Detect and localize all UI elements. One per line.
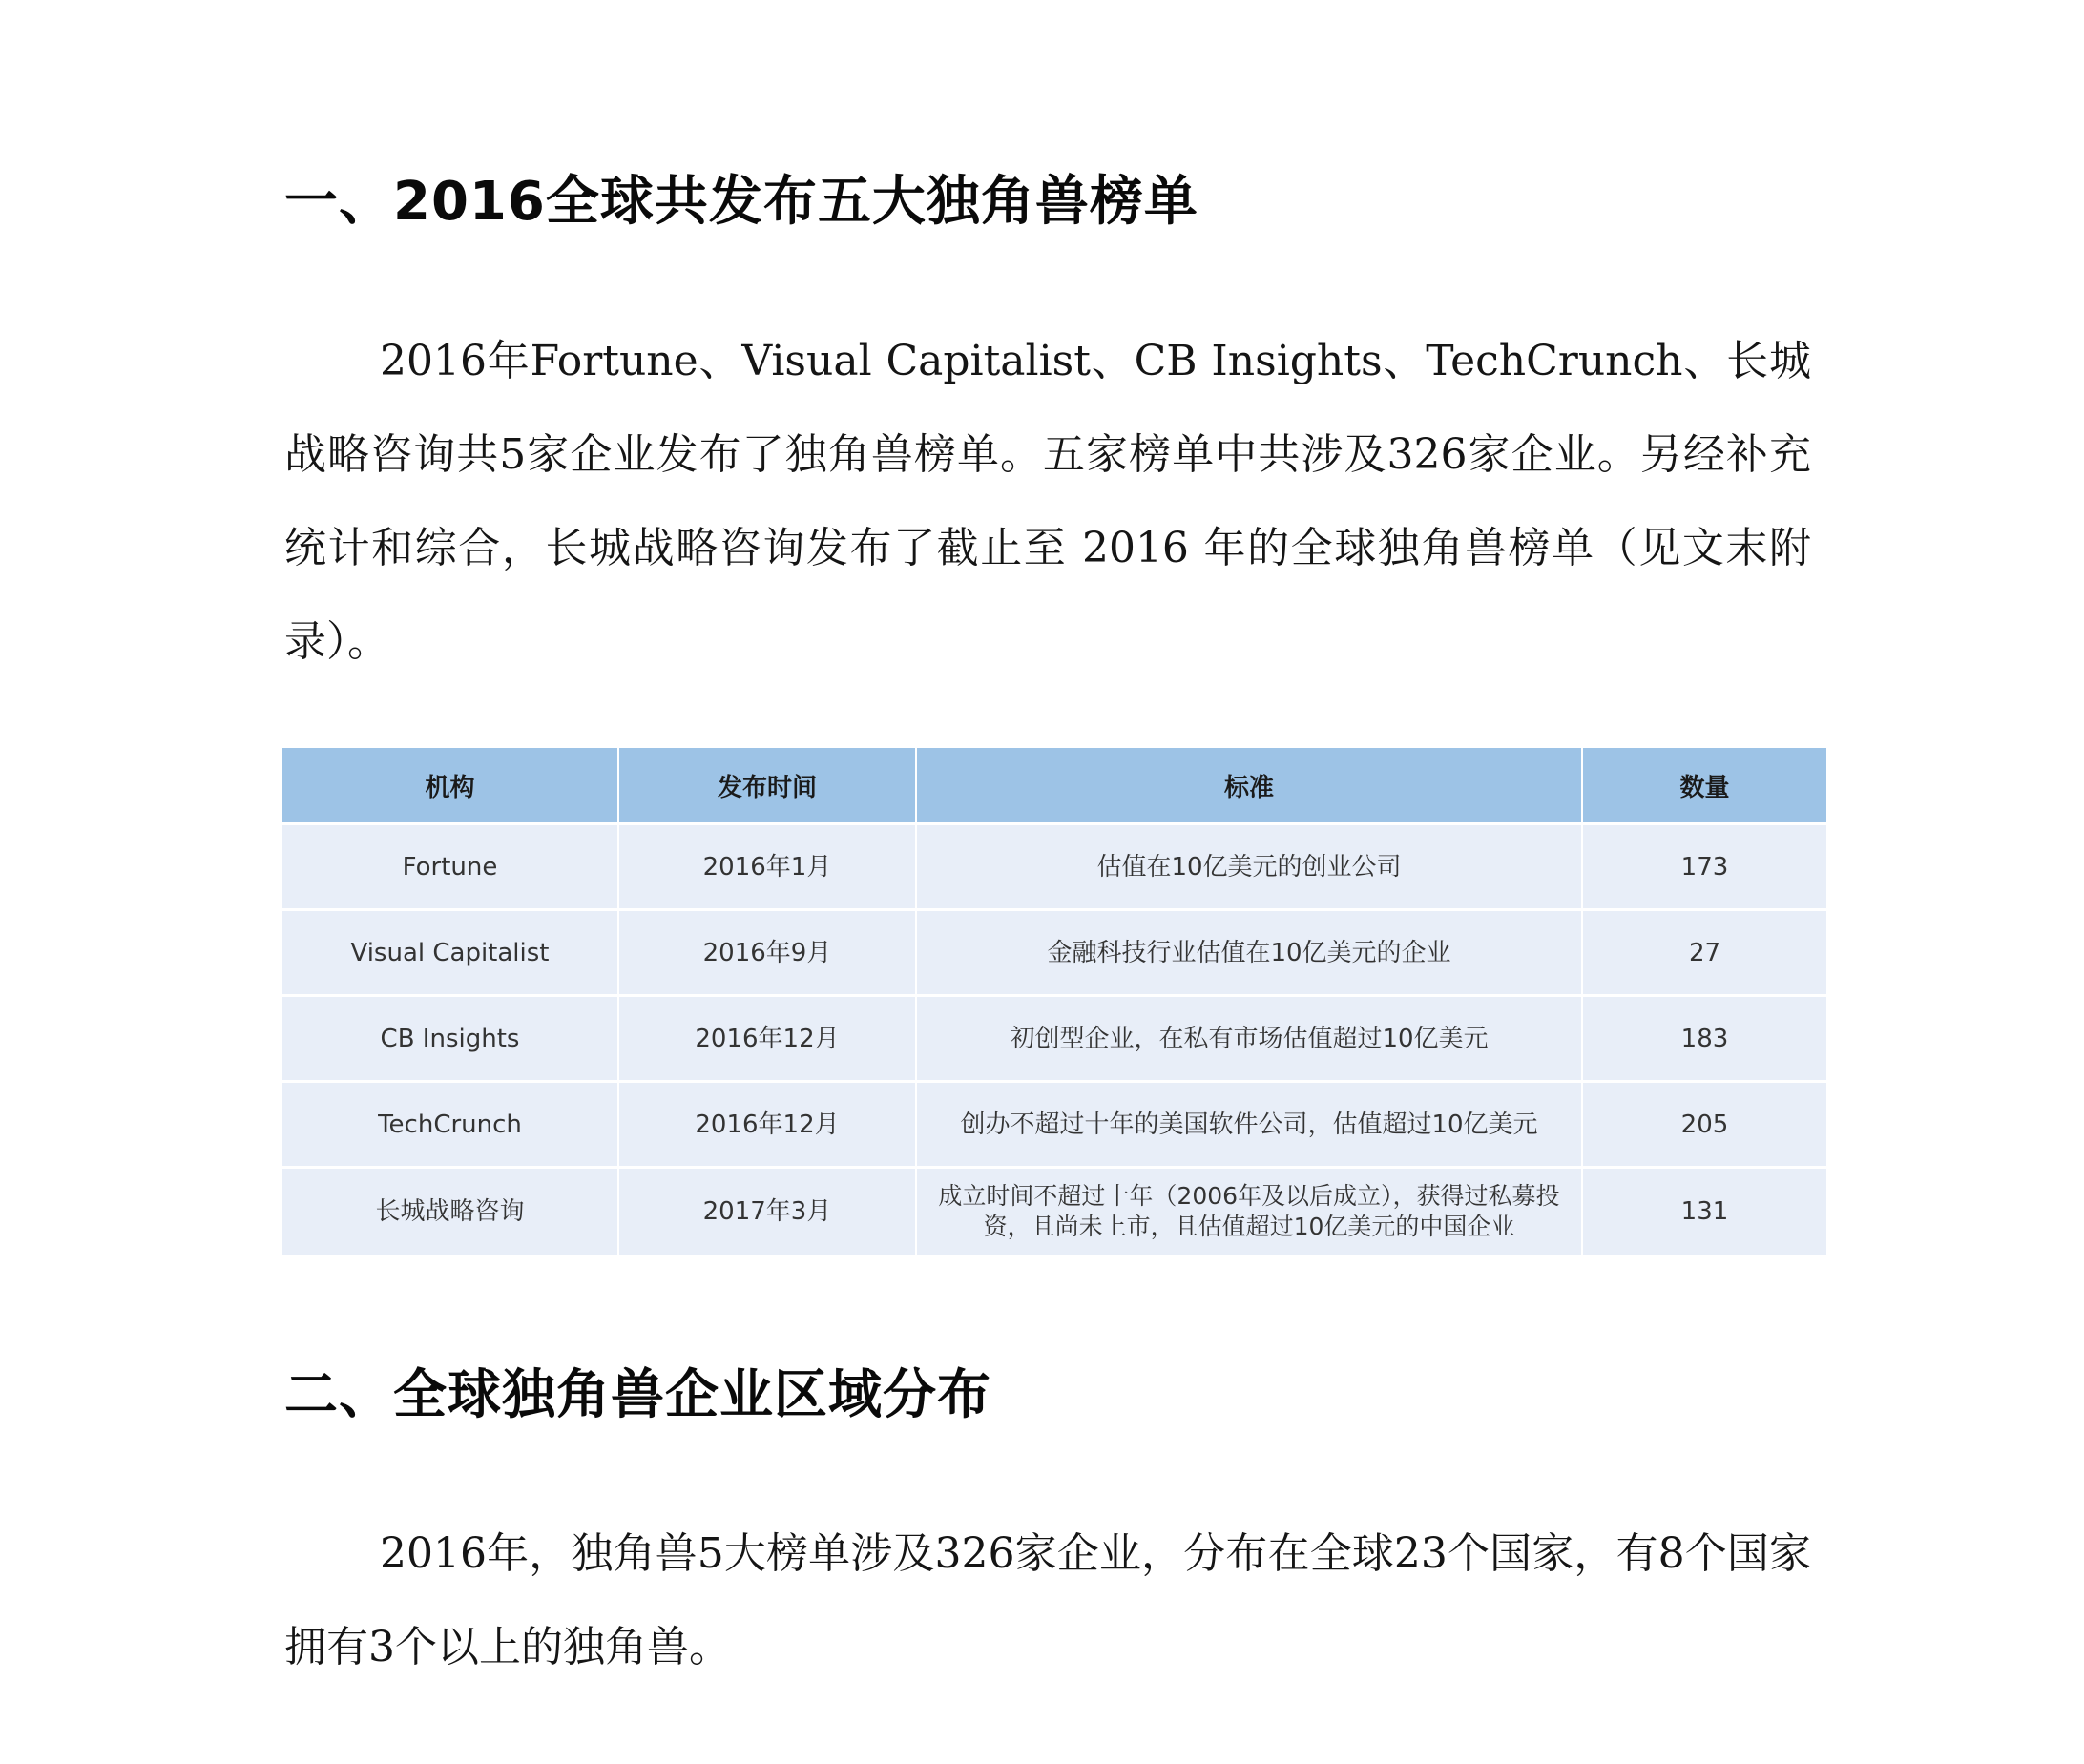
unicorn-lists-table [282,748,1826,1255]
table-row [282,824,1826,910]
cell-date: 2017年3月 [618,1168,916,1256]
section-2-heading: 二、全球独角兽企业区域分布 [284,1364,991,1426]
section-1-heading: 一、2016全球共发布五大独角兽榜单 [284,171,1198,233]
cell-count: 27 [1582,910,1826,996]
section-2-paragraph: 2016年，独角兽5大榜单涉及326家企业，分布在全球23个国家，有8个国家拥有3个以上的独角兽。 [284,1529,1811,1671]
header-date: 发布时间 [618,748,916,824]
cell-count: 173 [1582,824,1826,910]
cell-count: 131 [1582,1168,1826,1256]
cell-org: Visual Capitalist [282,910,618,996]
cell-criteria: 创办不超过十年的美国软件公司，估值超过10亿美元 [916,1082,1582,1168]
cell-criteria: 初创型企业，在私有市场估值超过10亿美元 [916,996,1582,1082]
table-row [282,910,1826,996]
cell-count: 205 [1582,1082,1826,1168]
cell-date: 2016年9月 [618,910,916,996]
table-header-row [282,748,1826,824]
cell-org: Fortune [282,824,618,910]
cell-date: 2016年12月 [618,996,916,1082]
section-1-paragraph: 2016年Fortune、Visual Capitalist、CB Insights、TechCrunch、长城战略咨询共5家企业发布了独角兽榜单。五家榜单中共涉及326家企业。另经补充统计和综合，长城战略咨询发布了截止至 2016 年的全球独角兽榜单（见文末附录）。 [284,337,1811,666]
header-criteria: 标准 [916,748,1582,824]
header-org: 机构 [282,748,618,824]
cell-org: TechCrunch [282,1082,618,1168]
cell-count: 183 [1582,996,1826,1082]
header-count: 数量 [1582,748,1826,824]
cell-org: CB Insights [282,996,618,1082]
table-row [282,1082,1826,1168]
cell-org: 长城战略咨询 [282,1168,618,1256]
cell-criteria: 成立时间不超过十年（2006年及以后成立），获得过私募投资，且尚未上市，且估值超过10亿美元的中国企业 [916,1168,1582,1256]
cell-criteria: 金融科技行业估值在10亿美元的企业 [916,910,1582,996]
cell-criteria: 估值在10亿美元的创业公司 [916,824,1582,910]
cell-date: 2016年1月 [618,824,916,910]
table-row [282,996,1826,1082]
cell-date: 2016年12月 [618,1082,916,1168]
table-row [282,1168,1826,1256]
